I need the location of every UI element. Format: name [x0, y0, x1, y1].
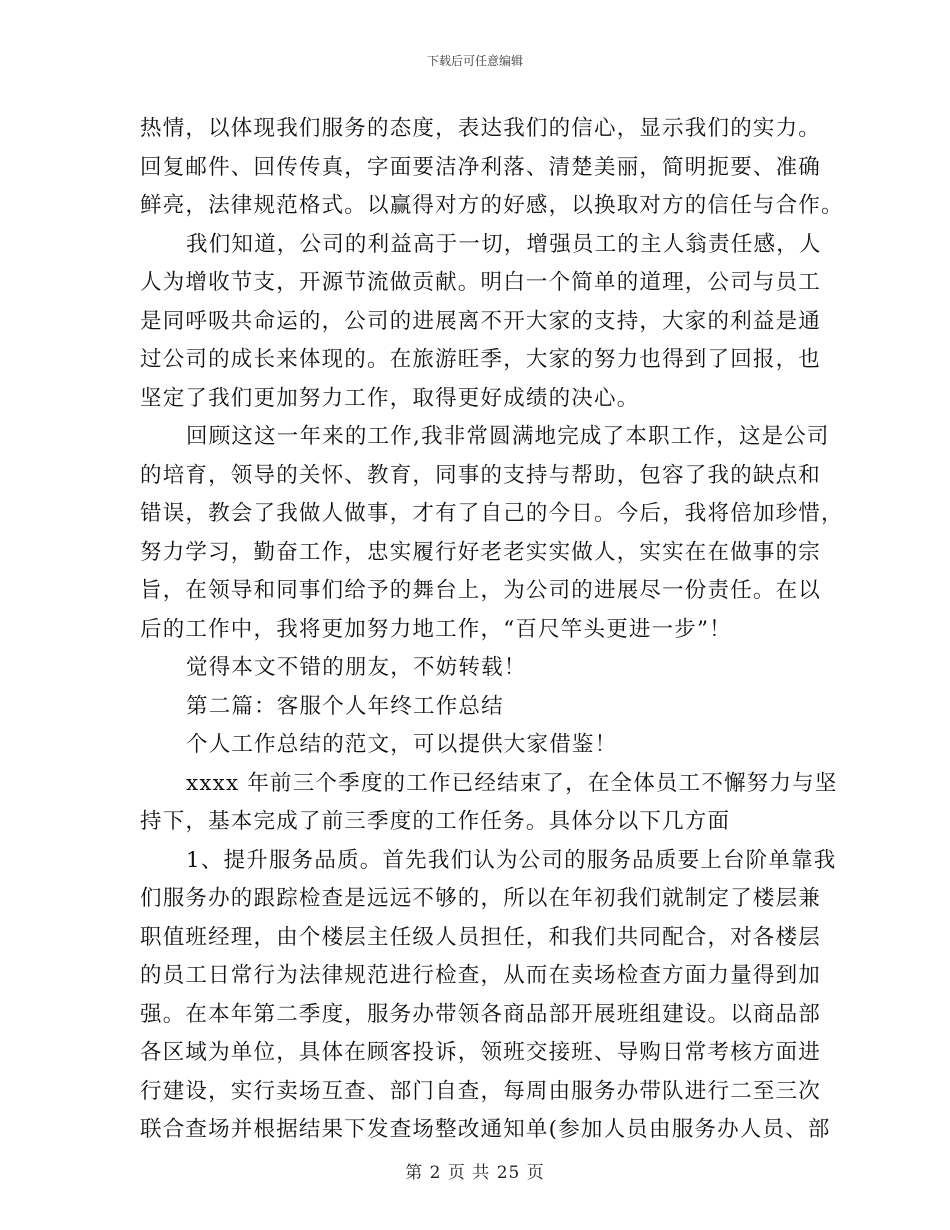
text-line: 行建设，实行卖场互查、部门自查，每周由服务办带队进行二至三次 [140, 1078, 822, 1104]
text-line: 各区域为单位，具体在顾客投诉，领班交接班、导购日常考核方面进 [140, 1040, 822, 1065]
text-line: 我们知道，公司的利益高于一切，增强员工的主人翁责任感，人 [186, 231, 822, 257]
text-line: 联合查场并根据结果下发查场整改通知单(参加人员由服务办人员、部 [140, 1117, 831, 1142]
text-line: 鲜亮，法律规范格式。以赢得对方的好感，以换取对方的信任与合作。 [140, 193, 844, 218]
text-line: 第二篇：客服个人年终工作总结 [186, 693, 504, 719]
text-line: 努力学习，勤奋工作，忠实履行好老老实实做人，实实在在做事的宗 [140, 539, 822, 565]
text-line: 持下，基本完成了前三季度的工作任务。具体分以下几方面 [140, 809, 731, 834]
text-line: 强。在本年第二季度，服务办带领各商品部开展班组建设。以商品部 [140, 1001, 822, 1027]
page-header-note: 下载后可任意编辑 [426, 54, 523, 68]
text-line: 们服务办的跟踪检查是远远不够的，所以在年初我们就制定了楼层兼 [140, 886, 822, 911]
text-line: 职值班经理，由个楼层主任级人员担任，和我们共同配合，对各楼层 [140, 924, 822, 950]
text-line: 回复邮件、回传传真，字面要洁净利落、清楚美丽，简明扼要、准确 [140, 154, 822, 180]
text-line: 的员工日常行为法律规范进行检查，从而在卖场检查方面力量得到加 [140, 963, 822, 988]
text-line: 人为增收节支，开源节流做贡献。明白一个简单的道理，公司与员工 [140, 270, 822, 295]
text-line: 个人工作总结的范文，可以提供大家借鉴！ [186, 732, 618, 757]
text-line: 后的工作中，我将更加努力地工作，“百尺竿头更进一步”！ [140, 616, 732, 642]
text-line: 觉得本文不错的朋友，不妨转载！ [186, 655, 527, 680]
text-line: 热情，以体现我们服务的态度，表达我们的信心，显示我们的实力。 [140, 116, 822, 141]
text-line: 过公司的成长来体现的。在旅游旺季，大家的努力也得到了回报，也 [140, 347, 822, 372]
document-body [140, 110, 844, 1150]
text-line: 1、提升服务品质。首先我们认为公司的服务品质要上台阶单靠我 [186, 847, 837, 873]
text-line: 旨，在领导和同事们给予的舞台上，为公司的进展尽一份责任。在以 [140, 578, 822, 603]
text-line: 错误，教会了我做人做事，才有了自己的今日。今后，我将倍加珍惜， [140, 501, 844, 526]
text-line: xxxx 年前三个季度的工作已经结束了，在全体员工不懈努力与坚 [186, 770, 838, 796]
text-line: 回顾这这一年来的工作,我非常圆满地完成了本职工作，这是公司 [186, 424, 830, 449]
text-line: 是同呼吸共命运的，公司的进展离不开大家的支持，大家的利益是通 [140, 308, 822, 334]
text-line: 坚定了我们更加努力工作，取得更好成绩的决心。 [140, 385, 640, 411]
page-number-footer: 第 2 页 共 25 页 [405, 1163, 545, 1183]
text-line: 的培育，领导的关怀、教育，同事的支持与帮助，包容了我的缺点和 [140, 462, 822, 488]
